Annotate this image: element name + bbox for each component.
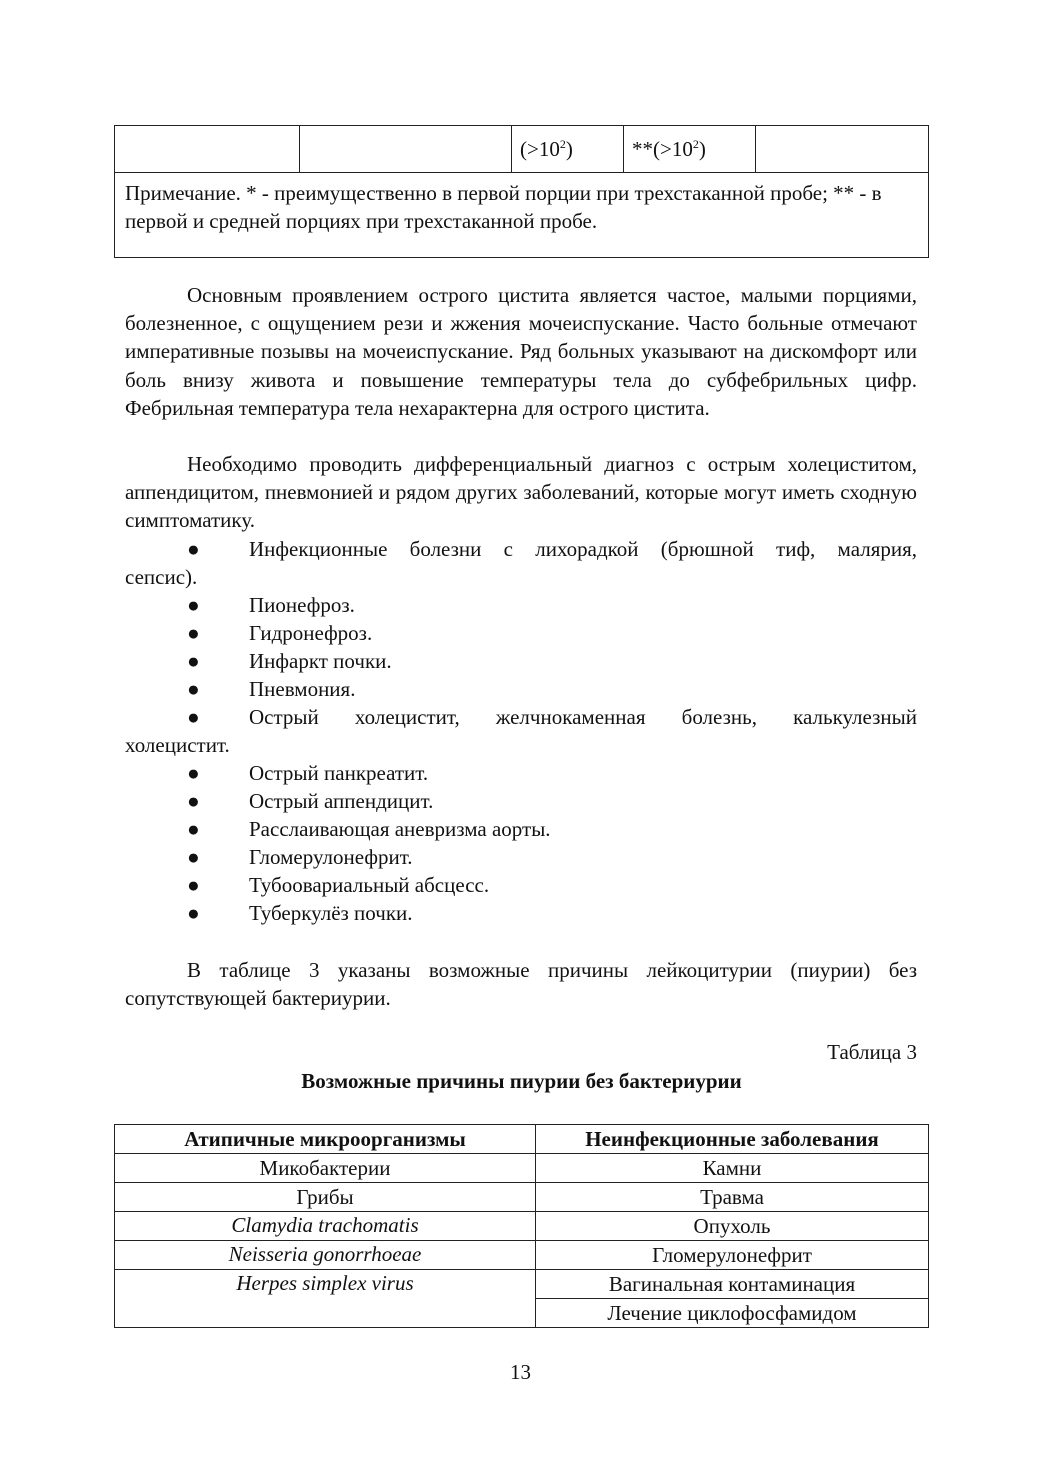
table-cell: Лечение циклофосфамидом [536, 1299, 929, 1328]
list-item: ● Острый холецистит, желчнокаменная болезнь, калькулезный холецистит. [125, 705, 917, 758]
table-cell: Травма [536, 1183, 929, 1212]
paragraph: Основным проявлением острого цистита является частое, малыми порциями, болезненное, с ощущением рези и жжения мочеиспускание. Часто больные отмечают императивные позывы на мочеиспускание. Ряд больных указывают на дискомфорт или боль внизу живота и повышение температуры тела до субфебрильных цифр. Фебрильная температура тела нехарактерна для острого цистита. [125, 283, 917, 420]
list-item: ● Инфекционные болезни с лихорадкой (брюшной тиф, малярия, сепсис). [125, 537, 917, 590]
table-note: Примечание. * - преимущественно в первой порции при трехстаканной пробе; ** - в первой и средней порциях при трехстаканной пробе. [115, 173, 929, 258]
list-item: ● Острый панкреатит. [125, 759, 917, 787]
paragraph: Необходимо проводить дифференциальный диагноз с острым холециститом, аппендицитом, пневмонией и рядом других заболеваний, которые могут иметь сходную симптоматику. [125, 452, 917, 533]
table-cell: Камни [536, 1154, 929, 1183]
list-item: ● Гломерулонефрит. [125, 843, 917, 871]
table-header-row [115, 1125, 929, 1154]
table-cell: Neisseria gonorrhoeae [115, 1241, 536, 1270]
causes-table [114, 1124, 929, 1328]
list-item: ● Пневмония. [125, 675, 917, 703]
table-row [115, 1241, 929, 1270]
table-cell: Микобактерии [115, 1154, 536, 1183]
bullet-icon: ● [187, 593, 200, 617]
bullet-icon: ● [187, 677, 200, 701]
table-cell: Herpes simplex virus [115, 1270, 536, 1328]
table-row [115, 1212, 929, 1241]
list-item: ● Острый аппендицит. [125, 787, 917, 815]
table-title: Возможные причины пиурии без бактериурии [301, 1069, 742, 1093]
bullet-icon: ● [187, 621, 200, 645]
bullet-icon: ● [187, 705, 200, 729]
table-row [115, 1270, 929, 1299]
table-cell: Вагинальная контаминация [536, 1270, 929, 1299]
list-item: ● Пионефроз. [125, 591, 917, 619]
table-label: Таблица 3 [827, 1040, 917, 1064]
bullet-icon: ● [187, 873, 200, 897]
column-header: Атипичные микроорганизмы [115, 1125, 536, 1154]
table-cell [115, 126, 300, 173]
table-cell: Грибы [115, 1183, 536, 1212]
table-cell [756, 126, 929, 173]
table-cell: $**(>10^2)$ [624, 126, 756, 173]
bullet-icon: ● [187, 901, 200, 925]
table-cell: Опухоль [536, 1212, 929, 1241]
table-cell [300, 126, 512, 173]
table-row [115, 1183, 929, 1212]
paragraph: В таблице 3 указаны возможные причины лейкоцитурии (пиурии) без сопутствующей бактериурии. [125, 958, 917, 1011]
bullet-icon: ● [187, 789, 200, 813]
list-item: ● Инфаркт почки. [125, 647, 917, 675]
list-item: ● Туберкулёз почки. [125, 899, 917, 927]
page-number: 13 [510, 1360, 531, 1384]
table-cell: Clamydia trachomatis [115, 1212, 536, 1241]
bullet-icon: ● [187, 845, 200, 869]
list-item: ● Тубоовариальный абсцесс. [125, 871, 917, 899]
list-item: ● Гидронефроз. [125, 619, 917, 647]
table-row [115, 126, 929, 173]
list-item: ● Расслаивающая аневризма аорты. [125, 815, 917, 843]
column-header: Неинфекционные заболевания [536, 1125, 929, 1154]
continued-table [114, 125, 929, 258]
bullet-icon: ● [187, 649, 200, 673]
bullet-icon: ● [187, 761, 200, 785]
table-row [115, 1154, 929, 1183]
table-cell: $(>10^2)$ [512, 126, 624, 173]
table-row [115, 173, 929, 258]
table-cell: Гломерулонефрит [536, 1241, 929, 1270]
bullet-icon: ● [187, 537, 200, 561]
bullet-icon: ● [187, 817, 200, 841]
